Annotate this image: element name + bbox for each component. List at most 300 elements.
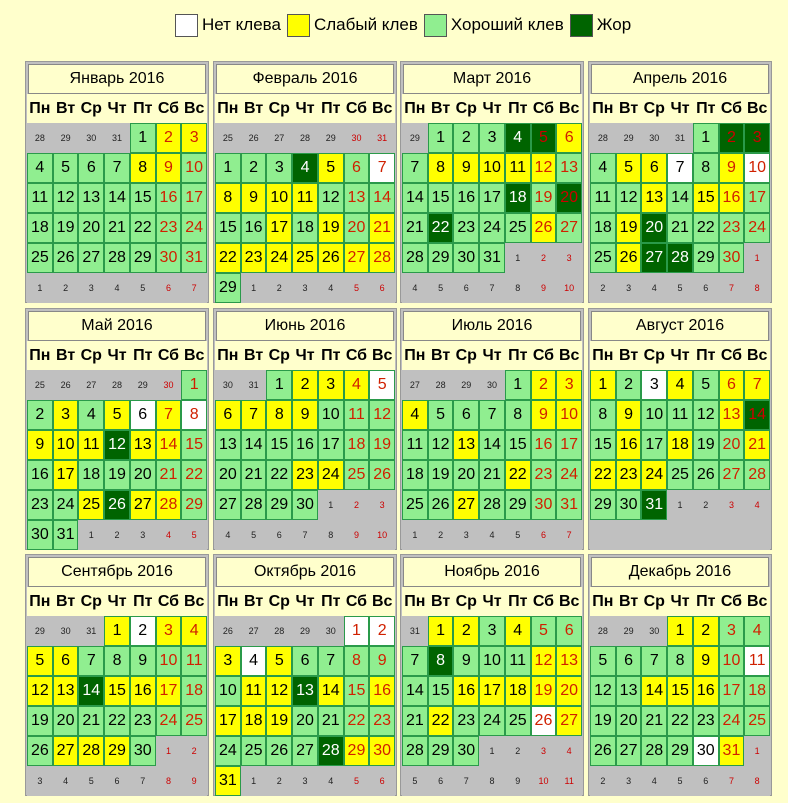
week-row [27,490,207,520]
day-cell: 8 [130,153,156,183]
day-cell: 12 [693,400,719,430]
day-cell: 7 [479,273,505,303]
month-calendar [25,554,209,796]
day-cell: 20 [453,460,479,490]
day-cell: 15 [130,183,156,213]
month-title: Март 2016 [403,64,581,94]
day-cell: 19 [531,676,557,706]
day-cell: 10 [719,646,745,676]
day-cell: 1 [744,736,770,766]
week-row [215,646,395,676]
weekday-label: Вт [428,341,454,370]
day-cell: 4 [402,400,428,430]
day-cell: 30 [318,616,344,646]
day-cell: 6 [531,520,557,550]
day-cell: 21 [156,460,182,490]
day-cell: 7 [641,646,667,676]
day-cell: 6 [453,273,479,303]
day-cell: 13 [78,183,104,213]
day-cell: 22 [215,243,241,273]
day-cell: 31 [104,123,130,153]
month-title: Январь 2016 [28,64,206,94]
day-cell: 27 [719,460,745,490]
day-cell: 23 [130,706,156,736]
weekday-label: Пт [505,587,531,616]
day-cell: 6 [130,400,156,430]
weekday-header [402,587,582,616]
day-cell: 7 [104,153,130,183]
day-cell: 4 [641,273,667,303]
legend-swatch [570,14,593,37]
day-cell: 2 [241,153,267,183]
day-cell: 21 [369,213,395,243]
day-cell: 13 [453,430,479,460]
day-cell: 20 [78,213,104,243]
day-cell: 20 [130,460,156,490]
day-cell: 25 [667,460,693,490]
day-cell: 6 [616,646,642,676]
day-cell: 28 [428,370,454,400]
day-cell: 2 [693,490,719,520]
day-cell: 27 [53,736,79,766]
day-cell: 18 [505,676,531,706]
day-cell: 16 [292,430,318,460]
day-cell: 22 [181,460,207,490]
weekday-label: Пн [402,341,428,370]
day-cell: 4 [318,766,344,796]
day-cell: 2 [505,736,531,766]
week-row [27,123,207,153]
day-cell: 6 [53,646,79,676]
day-cell: 28 [292,123,318,153]
day-cell: 30 [344,123,370,153]
week-row [402,430,582,460]
day-cell: 16 [531,430,557,460]
day-cell: 30 [78,123,104,153]
day-cell: 26 [428,490,454,520]
day-cell: 10 [215,676,241,706]
day-cell: 24 [479,706,505,736]
day-cell: 16 [241,213,267,243]
day-cell: 7 [181,273,207,303]
day-cell: 12 [428,430,454,460]
day-cell: 8 [266,400,292,430]
weekday-label: Ср [641,587,667,616]
day-cell: 15 [104,676,130,706]
month-calendar [400,61,584,303]
day-cell: 14 [318,676,344,706]
day-cell: 4 [292,153,318,183]
legend-label: Жор [596,15,632,34]
weekday-label: Ср [78,94,104,123]
day-cell: 13 [616,676,642,706]
day-cell: 3 [616,766,642,796]
day-cell: 24 [641,460,667,490]
month-calendar [588,554,772,796]
week-row [402,706,582,736]
day-cell: 3 [479,616,505,646]
day-cell: 25 [181,706,207,736]
day-cell: 7 [156,400,182,430]
day-cell: 12 [590,676,616,706]
day-cell: 22 [505,460,531,490]
day-cell: 8 [505,400,531,430]
day-cell: 29 [104,736,130,766]
week-row [27,400,207,430]
day-cell: 3 [318,370,344,400]
day-cell [719,520,745,550]
day-cell: 3 [53,400,79,430]
day-cell: 26 [590,736,616,766]
day-cell: 10 [641,400,667,430]
day-cell: 9 [505,766,531,796]
day-cell: 3 [744,123,770,153]
day-cell: 9 [241,183,267,213]
weekday-label: Сб [719,341,745,370]
day-cell: 26 [616,243,642,273]
day-cell: 13 [344,183,370,213]
day-cell: 28 [104,370,130,400]
day-cell: 29 [428,243,454,273]
day-cell: 25 [241,736,267,766]
day-cell: 30 [156,370,182,400]
week-row [590,273,770,303]
weekday-label: Чт [479,587,505,616]
week-row [590,646,770,676]
legend-label: Хороший клев [450,15,564,34]
day-cell: 1 [479,736,505,766]
weekday-label: Чт [292,341,318,370]
day-cell: 13 [292,676,318,706]
weekday-label: Пт [505,341,531,370]
day-cell: 5 [27,646,53,676]
day-cell: 2 [130,616,156,646]
day-cell: 24 [215,736,241,766]
weekday-label: Чт [292,587,318,616]
day-cell: 4 [667,370,693,400]
day-cell: 26 [369,460,395,490]
week-row [215,736,395,766]
week-row [590,460,770,490]
day-cell: 2 [616,370,642,400]
day-cell: 20 [641,213,667,243]
day-cell: 5 [531,616,557,646]
day-cell: 3 [531,736,557,766]
weekday-label: Сб [531,341,557,370]
day-cell: 23 [27,490,53,520]
weekday-label: Чт [104,94,130,123]
day-cell: 30 [130,736,156,766]
weekday-label: Вт [53,587,79,616]
month-title: Июль 2016 [403,311,581,341]
day-cell [667,520,693,550]
day-cell: 31 [78,616,104,646]
day-cell: 4 [505,616,531,646]
day-cell: 5 [318,153,344,183]
day-cell: 23 [241,243,267,273]
weekday-header [402,341,582,370]
month-calendar [25,308,209,550]
day-cell: 2 [266,766,292,796]
day-cell: 8 [428,646,454,676]
day-cell: 28 [667,243,693,273]
day-cell [693,520,719,550]
day-cell: 4 [318,273,344,303]
day-cell: 17 [719,676,745,706]
day-cell: 2 [590,766,616,796]
day-cell: 13 [130,430,156,460]
day-cell: 27 [556,213,582,243]
day-cell: 21 [641,706,667,736]
day-cell: 29 [27,616,53,646]
day-cell: 5 [181,520,207,550]
day-cell: 28 [241,490,267,520]
week-row [215,123,395,153]
day-cell: 14 [479,430,505,460]
weekday-label: Пт [130,94,156,123]
weekday-label: Вс [744,587,770,616]
day-cell: 1 [402,520,428,550]
day-cell: 30 [616,490,642,520]
week-row [590,520,770,550]
day-cell: 20 [215,460,241,490]
day-cell: 25 [78,490,104,520]
day-cell: 23 [156,213,182,243]
day-cell: 16 [156,183,182,213]
day-cell: 28 [104,243,130,273]
day-cell: 26 [27,736,53,766]
week-row [402,676,582,706]
day-cell: 29 [292,616,318,646]
week-row [27,273,207,303]
day-cell: 30 [453,243,479,273]
day-cell: 2 [104,520,130,550]
day-cell: 11 [292,183,318,213]
day-cell: 19 [369,430,395,460]
day-cell: 29 [266,490,292,520]
day-cell: 4 [641,766,667,796]
day-cell: 25 [744,706,770,736]
day-cell: 7 [719,273,745,303]
weekday-header [27,587,207,616]
day-cell: 15 [693,183,719,213]
weekday-label: Пт [693,341,719,370]
week-row [215,430,395,460]
day-cell: 4 [556,736,582,766]
day-cell: 1 [318,490,344,520]
day-cell: 20 [292,706,318,736]
day-cell: 24 [53,490,79,520]
day-cell: 6 [453,400,479,430]
week-row [590,676,770,706]
day-cell: 5 [667,766,693,796]
weekday-header [215,341,395,370]
day-cell: 3 [156,616,182,646]
weekday-label: Вс [556,94,582,123]
day-cell: 3 [719,490,745,520]
day-cell: 15 [181,430,207,460]
day-cell: 7 [453,766,479,796]
day-cell: 4 [156,520,182,550]
day-cell: 5 [402,766,428,796]
week-row [215,676,395,706]
day-cell: 1 [130,123,156,153]
day-cell: 7 [318,646,344,676]
day-cell: 22 [266,460,292,490]
day-cell: 9 [369,646,395,676]
day-cell: 3 [292,273,318,303]
weekday-label: Вс [181,587,207,616]
day-cell: 14 [156,430,182,460]
day-cell: 29 [590,490,616,520]
day-cell: 2 [156,123,182,153]
day-cell: 10 [181,153,207,183]
week-row [402,520,582,550]
day-cell: 5 [344,273,370,303]
day-cell: 11 [505,153,531,183]
weekday-label: Вс [369,341,395,370]
day-cell: 7 [744,370,770,400]
day-cell: 2 [428,520,454,550]
week-row [27,153,207,183]
day-cell: 5 [78,766,104,796]
day-cell: 4 [479,520,505,550]
legend-item [175,14,281,37]
weekday-label: Вт [428,587,454,616]
day-cell: 8 [693,153,719,183]
day-cell: 18 [344,430,370,460]
day-cell: 8 [428,153,454,183]
week-row [590,370,770,400]
day-cell: 10 [479,646,505,676]
day-cell: 16 [27,460,53,490]
day-cell: 9 [156,153,182,183]
week-row [590,616,770,646]
day-cell: 25 [292,243,318,273]
day-cell: 28 [156,490,182,520]
day-cell: 18 [241,706,267,736]
weekday-label: Пт [505,94,531,123]
day-cell: 8 [590,400,616,430]
day-cell: 5 [428,273,454,303]
week-row [215,213,395,243]
day-cell: 31 [241,370,267,400]
day-cell: 19 [27,706,53,736]
week-row [215,183,395,213]
week-row [590,123,770,153]
week-row [590,183,770,213]
day-cell [641,520,667,550]
weekday-label: Сб [156,94,182,123]
day-cell: 24 [266,243,292,273]
day-cell: 3 [369,490,395,520]
week-row [27,676,207,706]
day-cell: 11 [241,676,267,706]
day-cell: 25 [505,213,531,243]
week-row [402,766,582,796]
weekday-label: Чт [667,341,693,370]
day-cell: 4 [344,370,370,400]
day-cell: 1 [104,616,130,646]
day-cell: 15 [215,213,241,243]
day-cell: 5 [241,520,267,550]
week-row [402,616,582,646]
day-cell: 11 [667,400,693,430]
day-cell: 30 [156,243,182,273]
weekday-label: Ср [453,341,479,370]
week-row [215,490,395,520]
day-cell: 1 [241,766,267,796]
week-row [27,520,207,550]
day-cell: 22 [693,213,719,243]
day-cell: 23 [531,460,557,490]
weekday-label: Сб [531,94,557,123]
day-cell: 3 [292,766,318,796]
month-title: Май 2016 [28,311,206,341]
day-cell: 21 [78,706,104,736]
week-row [402,273,582,303]
day-cell: 29 [215,273,241,303]
weekday-label: Чт [667,587,693,616]
weekday-label: Ср [453,94,479,123]
day-cell: 9 [693,646,719,676]
weekday-label: Сб [344,94,370,123]
weekday-header [590,94,770,123]
day-cell: 29 [505,490,531,520]
day-cell: 10 [318,400,344,430]
day-cell: 29 [428,736,454,766]
weekday-label: Пт [693,587,719,616]
day-cell: 30 [719,243,745,273]
weekday-label: Пн [215,341,241,370]
day-cell: 14 [402,676,428,706]
weekday-header [27,94,207,123]
day-cell: 5 [590,646,616,676]
day-cell: 7 [556,520,582,550]
day-cell: 27 [402,370,428,400]
day-cell: 28 [402,243,428,273]
week-row [590,430,770,460]
day-cell: 3 [616,273,642,303]
week-row [215,460,395,490]
day-cell: 30 [292,490,318,520]
weekday-label: Пт [318,94,344,123]
day-cell: 31 [641,490,667,520]
weekday-label: Вс [556,587,582,616]
day-cell: 6 [641,153,667,183]
day-cell: 16 [719,183,745,213]
day-cell: 27 [130,490,156,520]
day-cell: 17 [556,430,582,460]
day-cell: 24 [181,213,207,243]
day-cell: 2 [266,273,292,303]
day-cell: 27 [556,706,582,736]
day-cell: 7 [130,766,156,796]
day-cell: 31 [479,243,505,273]
week-row [590,490,770,520]
day-cell: 18 [402,460,428,490]
day-cell: 25 [27,243,53,273]
day-cell: 3 [556,370,582,400]
day-cell: 19 [616,213,642,243]
week-row [215,153,395,183]
week-row [215,616,395,646]
day-cell: 29 [181,490,207,520]
day-cell: 25 [27,370,53,400]
day-cell: 24 [556,460,582,490]
day-cell: 12 [104,430,130,460]
day-cell: 3 [266,153,292,183]
